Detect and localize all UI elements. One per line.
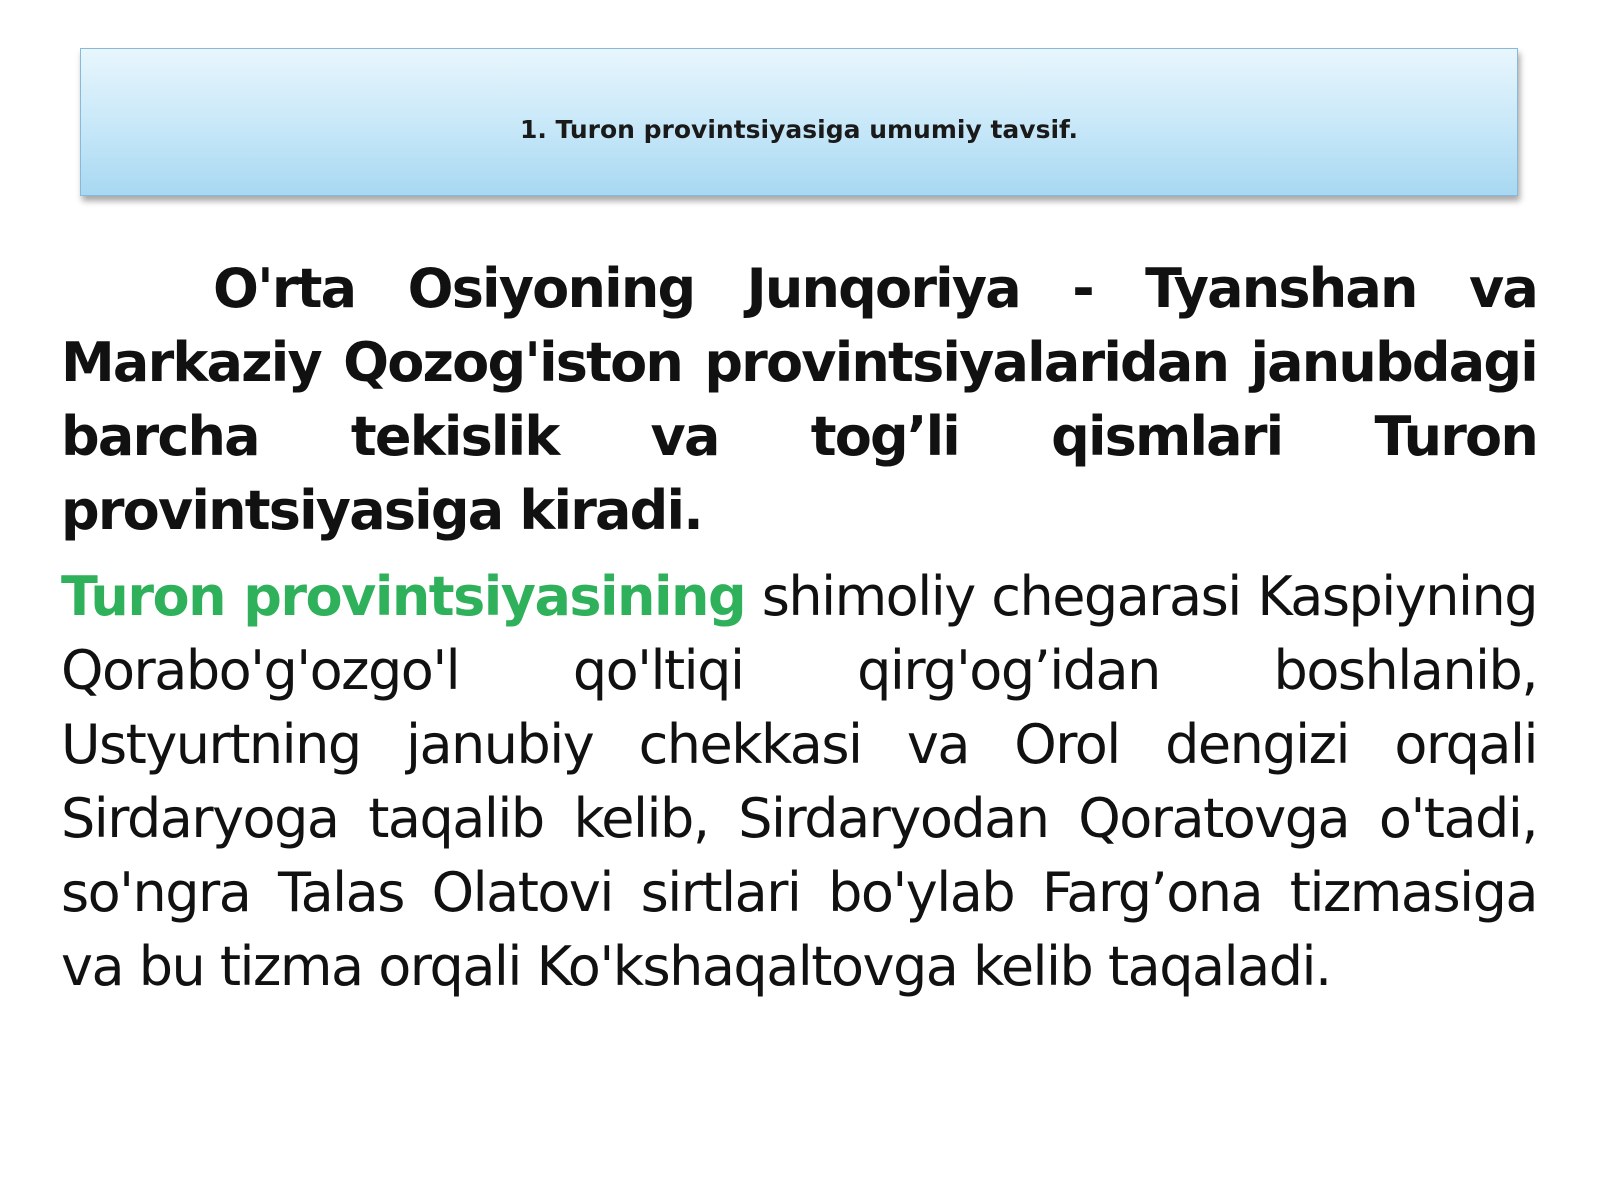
paragraph-1-text: O'rta Osiyoning Junqoriya - Tyanshan va Markaziy Qozog'iston provintsiyalaridan janubdagi barcha tekislik va tog’li qismlari Turon provintsiyasiga kiradi. — [61, 257, 1537, 542]
slide-content — [61, 252, 1537, 1004]
title-box — [80, 48, 1518, 196]
paragraph-2-highlight: Turon provintsiyasining — [61, 565, 746, 628]
paragraph-1 — [61, 252, 1537, 548]
paragraph-2 — [61, 560, 1537, 1004]
slide-title: 1. Turon provintsiyasiga umumiy tavsif. — [519, 114, 1079, 144]
paragraph-2-text: shimoliy chegarasi Kaspiyning Qorabo'g'ozgo'l qo'ltiqi qirg'og’idan boshlanib, Ustyurtning janubiy chekkasi va Orol dengizi orqali Sirdaryoga taqalib kelib, Sirdaryodan Qoratovga o'tadi, so'ngra Talas Olatovi sirtlari bo'ylab Farg’ona tizmasiga va bu tizma orqali Ko'kshaqaltovga kelib taqaladi. — [61, 565, 1537, 998]
